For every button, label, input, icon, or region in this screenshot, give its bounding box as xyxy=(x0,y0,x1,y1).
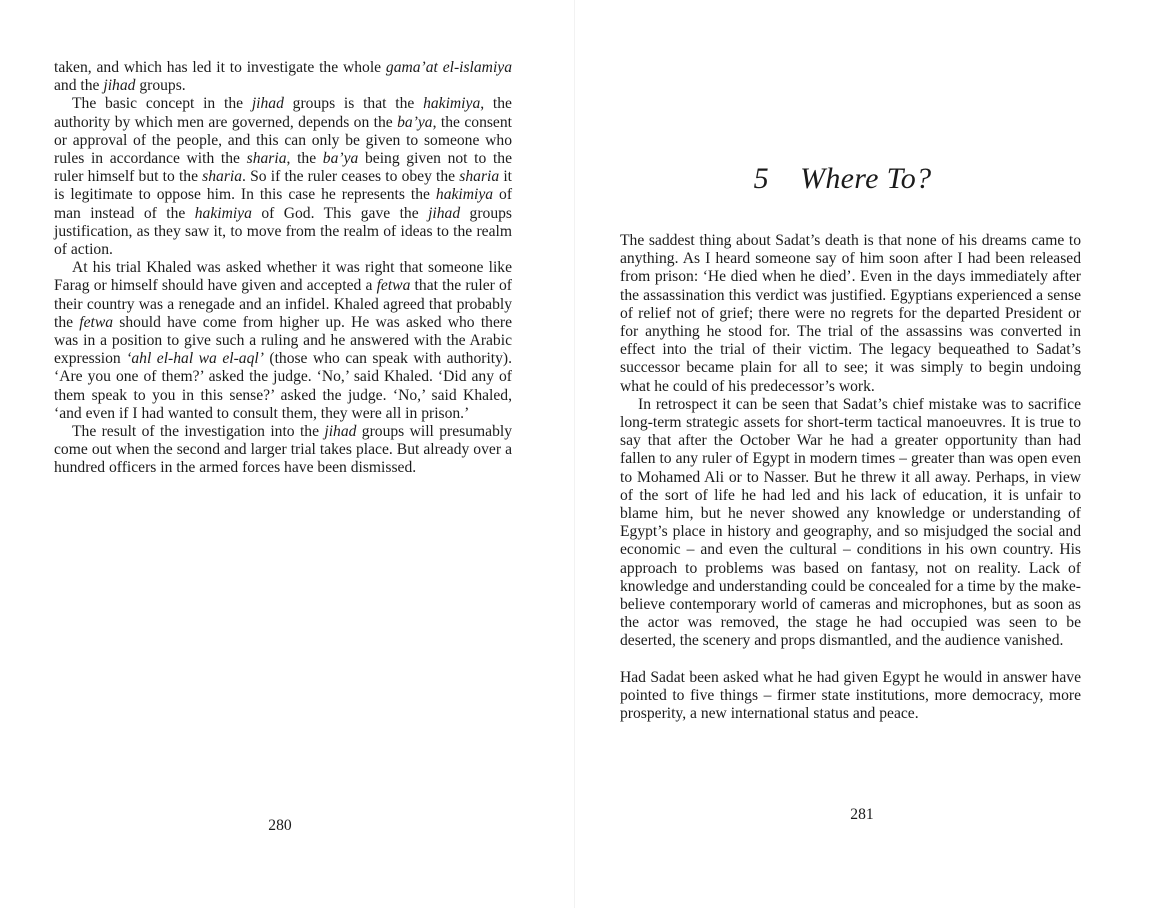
paragraph xyxy=(54,259,512,423)
text-run: of man instead of the xyxy=(54,186,513,222)
italic-term: fetwa xyxy=(376,277,411,295)
paragraph xyxy=(54,95,512,259)
text-run: , the authority by which men are governed, depends on the xyxy=(54,95,512,131)
italic-term: jihad xyxy=(428,204,461,222)
italic-term: gama’at el-islamiya xyxy=(385,59,512,76)
chapter-title: Where To? xyxy=(800,162,932,195)
text-run: , the xyxy=(286,150,323,168)
text-run: . So if the ruler ceases to obey the xyxy=(242,168,460,186)
text-run: should have come from higher up. He was asked who there was in a position to give such a ruling and he answered with the Arabic expression xyxy=(54,313,512,368)
text-run: Had Sadat been asked what he had given Egypt he would in answer have pointed to five things – firmer state institutions, more democracy, more prosperity, a new international status and peace. xyxy=(620,668,1081,723)
text-run: it is legitimate to oppose him. In this case he represents the xyxy=(54,168,512,204)
text-run: groups. xyxy=(135,77,186,95)
page-number: 281 xyxy=(850,806,874,823)
paragraph xyxy=(620,396,1081,651)
paragraph xyxy=(54,423,512,478)
paragraph xyxy=(54,59,512,95)
italic-term: ba’ya xyxy=(397,113,433,131)
text-run: and the xyxy=(54,77,104,95)
italic-term: ba’ya xyxy=(322,150,359,168)
text-run: (those who can speak with authority). ‘Are you one of them?’ asked the judge. ‘No,’ said Khaled. ‘Did any of them speak to you in this sense?’ asked the judge. ‘No,’ said Khaled, ‘and even if I had wanted to consult them, they were all in prison.’ xyxy=(54,350,512,422)
text-run: The saddest thing about Sadat’s death is that none of his dreams came to anything. As I heard someone say of him soon after I had been released from prison: ‘He died when he died’. Even in the days immediately after the assassination this verdict was justified. Egyptians experienced a sense of relief not of grief; there were no regrets for the departed President or for anything he stood for. The trial of the assassins was converted in effect into the trial of their victim. The legacy bequeathed to Sadat’s successor became plain for all to see; it was simply to begin undoing what he could of his predecessor’s work. xyxy=(620,232,1081,395)
italic-term: ‘ahl el-hal wa el-aql’ xyxy=(126,350,264,368)
italic-term: jihad xyxy=(324,423,357,441)
italic-term: hakimiya xyxy=(194,204,252,222)
chapter-heading xyxy=(575,162,1110,196)
text-run: taken, and which has led it to investigate the whole xyxy=(54,59,386,76)
italic-term: fetwa xyxy=(79,313,114,331)
text-run: , the consent or approval of the people, and this can only be given to someone who rules in accordance with the xyxy=(54,113,512,168)
italic-term: jihad xyxy=(251,95,284,113)
italic-term: hakimiya xyxy=(423,95,481,113)
text-run: The basic concept in the xyxy=(72,95,252,113)
page-number: 280 xyxy=(268,817,292,834)
chapter-number: 5 xyxy=(753,162,769,195)
text-run: In retrospect it can be seen that Sadat’s chief mistake was to sacrifice long-term strategic assets for short-term tactical manoeuvres. It is true to say that after the October War he had a greater opportunity than had fallen to any ruler of Egypt in modern times – greater than was open even to Mohamed Ali or to Nasser. But he threw it all away. Perhaps, in view of the sort of life he had led and his lack of education, it is unfair to blame him, but he never showed any knowledge or understanding of Egypt’s place in history and geography, and so misjudged the social and economic – and even the cultural – conditions in his own country. His approach to problems was based on fantasy, not on reality. Lack of knowledge and understanding could be concealed for a time by the make-believe contemporary world of cameras and microphones, but as soon as the actor was removed, the stage he had occupied was seen to be deserted, the scenery and props dismantled, and the audience vanished. xyxy=(620,395,1081,650)
text-run: The result of the investigation into the xyxy=(72,423,325,441)
text-run: groups justification, as they saw it, to move from the realm of ideas to the realm of action. xyxy=(54,204,513,259)
text-run: groups is that the xyxy=(283,95,424,113)
text-run: At his trial Khaled was asked whether it was right that someone like Farag or himself should have given and accepted a xyxy=(54,259,512,295)
paragraph xyxy=(620,669,1081,724)
text-run: being given not to the ruler himself but to the xyxy=(54,150,513,186)
italic-term: sharia xyxy=(202,168,243,186)
italic-term: sharia xyxy=(459,168,500,186)
text-run: of God. This gave the xyxy=(251,204,429,222)
right-page-body xyxy=(620,232,1081,723)
italic-term: jihad xyxy=(103,77,136,95)
left-page-body xyxy=(54,59,512,478)
text-run: groups will presumably come out when the second and larger trial takes place. But already over a hundred officers in the armed forces have been dismissed. xyxy=(54,423,512,477)
italic-term: sharia xyxy=(246,150,287,168)
italic-term: hakimiya xyxy=(435,186,494,204)
paragraph xyxy=(620,232,1081,396)
text-run: that the ruler of their country was a renegade and an infidel. Khaled agreed that probably the xyxy=(54,277,512,331)
right-page xyxy=(575,0,1150,908)
